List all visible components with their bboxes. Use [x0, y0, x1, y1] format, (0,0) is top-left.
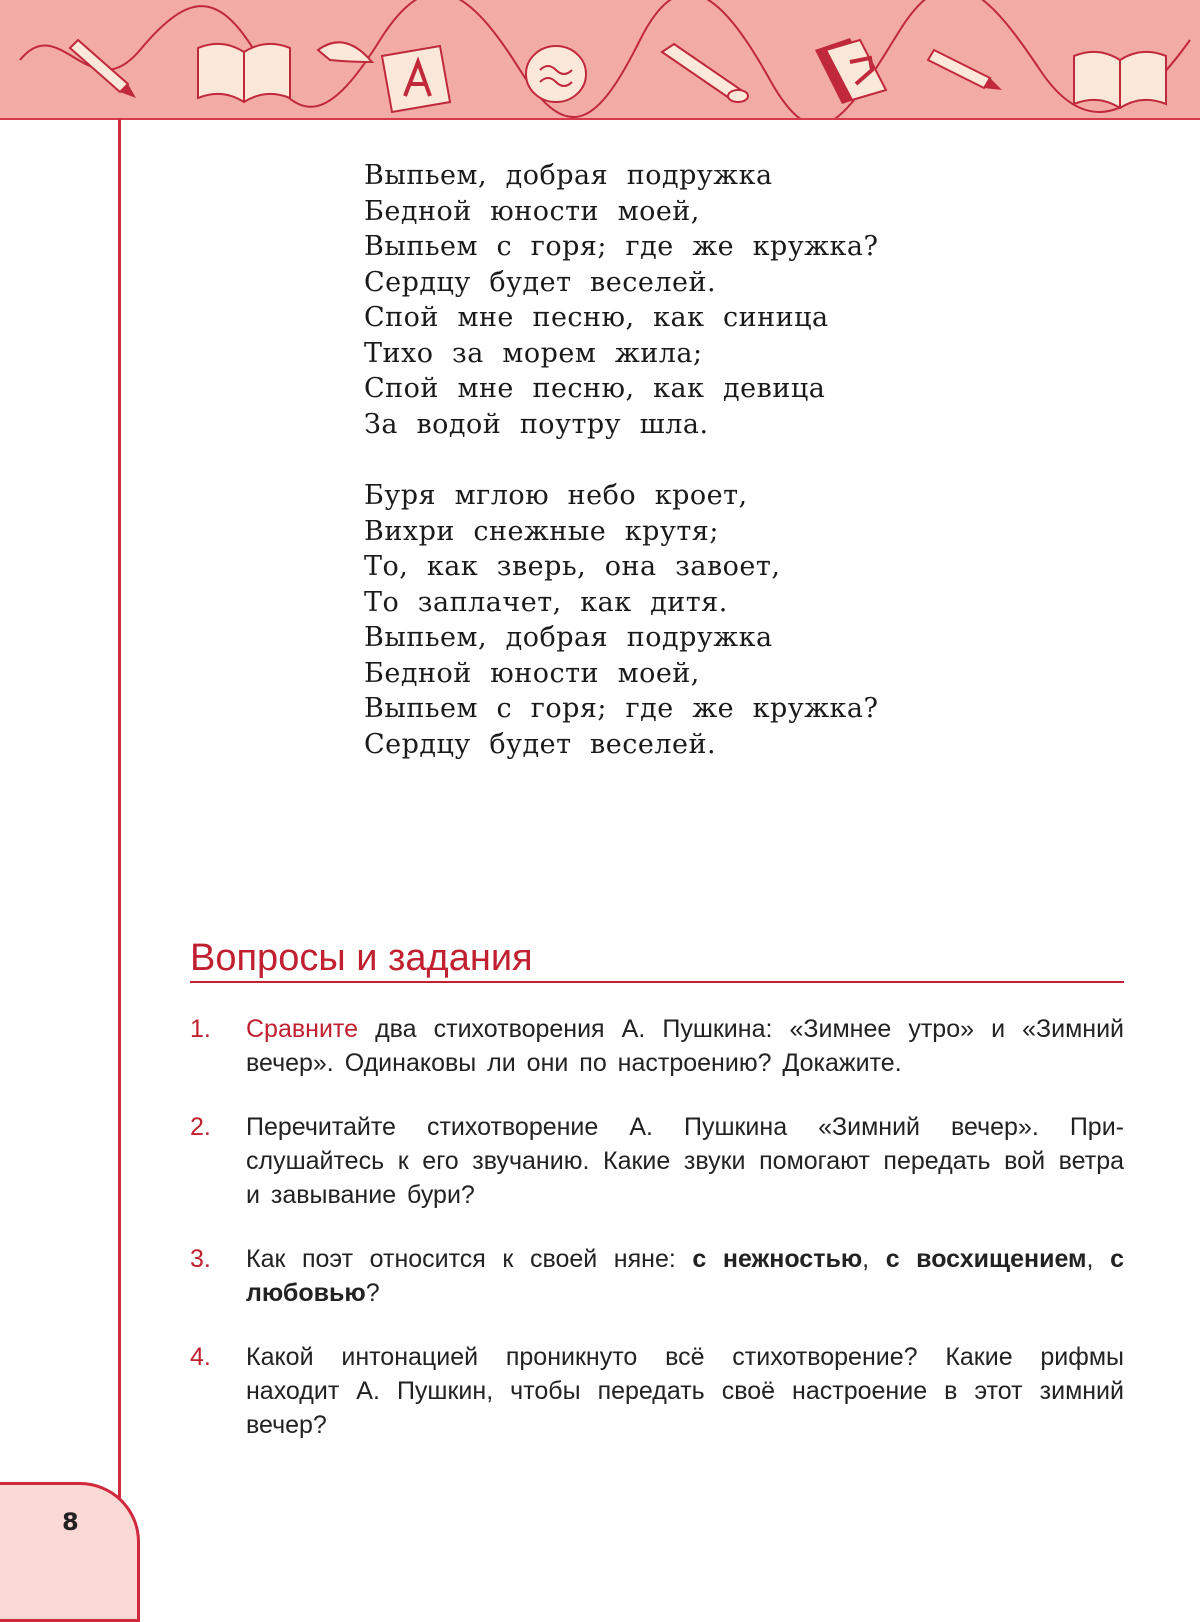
- question-item-3: [190, 1242, 1124, 1310]
- poem-line: Сердцу будет веселей.: [364, 728, 717, 760]
- poem-line: Выпьем, добрая подружка: [364, 622, 773, 653]
- poem-line: Бедной юности моей,: [364, 657, 700, 689]
- poem-line: Буря мглою небо кроет,: [364, 480, 748, 511]
- poem: [364, 158, 984, 798]
- poem-line: Бедной юности моей,: [364, 195, 700, 227]
- section-title: Вопросы и задания: [190, 937, 533, 979]
- section-title-rule: [190, 981, 1124, 983]
- question-text: [246, 1012, 1124, 1080]
- pencil-icon: [70, 40, 136, 98]
- question-number: 1.: [190, 1015, 211, 1043]
- header-illustration: [0, 0, 1200, 118]
- poem-line: За водой поутру шла.: [364, 408, 709, 440]
- letter-card-icon: [382, 46, 450, 112]
- stanza-2: [364, 478, 984, 762]
- question-emphasis: с нежностью: [692, 1245, 863, 1273]
- question-text: [246, 1340, 1124, 1442]
- poem-line: Спой мне песню, как девица: [364, 373, 826, 404]
- open-book-icon: [198, 44, 290, 102]
- poem-line: Спой мне песню, как синица: [364, 302, 829, 333]
- poem-line: Выпьем с горя; где же кружка?: [364, 693, 879, 724]
- quill-pen-icon: [318, 42, 372, 62]
- poem-line: То заплачет, как дитя.: [364, 586, 728, 618]
- poem-line: Сердцу будет веселей.: [364, 266, 717, 298]
- open-book-icon: [1074, 52, 1166, 108]
- question-text-part: Какой интонацией проникнуто всё стихотворение? Какие рифмы находит А. Пушкин, чтобы передать своё настроение в этот зимний вечер?: [246, 1343, 1124, 1439]
- question-text: [246, 1242, 1124, 1310]
- question-text-part: два стихотворения А. Пушкина: «Зимнее утро» и «Зимний вечер». Одинаковы ли они по настроению? Докажите.: [246, 1015, 1124, 1077]
- question-text-part: ,: [1086, 1245, 1111, 1273]
- question-text: [246, 1110, 1124, 1212]
- rolled-scroll-icon: [662, 44, 748, 102]
- page-number: 8: [62, 1508, 79, 1536]
- scroll-stone-icon: [526, 46, 586, 102]
- question-emphasis: с восхищением: [885, 1245, 1087, 1273]
- question-keyword: Сравните: [246, 1015, 358, 1043]
- question-text-part: Перечитайте стихотворение А. Пушкина «Зимний вечер». Прислушайтесь к его звучанию. Какие звуки помогают передать вой ветра и завывание бури?: [246, 1113, 1124, 1209]
- question-text-part: ?: [365, 1279, 380, 1307]
- stanza-1: [364, 158, 984, 442]
- poem-line: Выпьем с горя; где же кружка?: [364, 231, 879, 262]
- question-item-2: [190, 1110, 1124, 1212]
- letter-books-icon: [815, 38, 886, 104]
- question-number: 2.: [190, 1113, 211, 1141]
- poem-line: Тихо за морем жила;: [364, 337, 703, 369]
- question-emphasis: с любовью: [246, 1245, 1124, 1307]
- header-decoration: [0, 0, 1200, 120]
- margin-line: [118, 118, 121, 1604]
- question-number: 4.: [190, 1343, 211, 1371]
- poem-line: То, как зверь, она завоет,: [364, 551, 781, 582]
- question-text-part: Как поэт относится к своей няне:: [246, 1245, 693, 1273]
- poem-line: Выпьем, добрая подружка: [364, 160, 773, 191]
- page-number-tab: [0, 1482, 140, 1622]
- question-item-1: [190, 1012, 1124, 1080]
- question-text-part: ,: [862, 1245, 886, 1273]
- question-item-4: [190, 1340, 1124, 1442]
- pencil-icon: [928, 50, 1002, 90]
- poem-line: Вихри снежные крутя;: [364, 515, 719, 547]
- question-number: 3.: [190, 1245, 211, 1273]
- questions-list: [190, 1012, 1124, 1472]
